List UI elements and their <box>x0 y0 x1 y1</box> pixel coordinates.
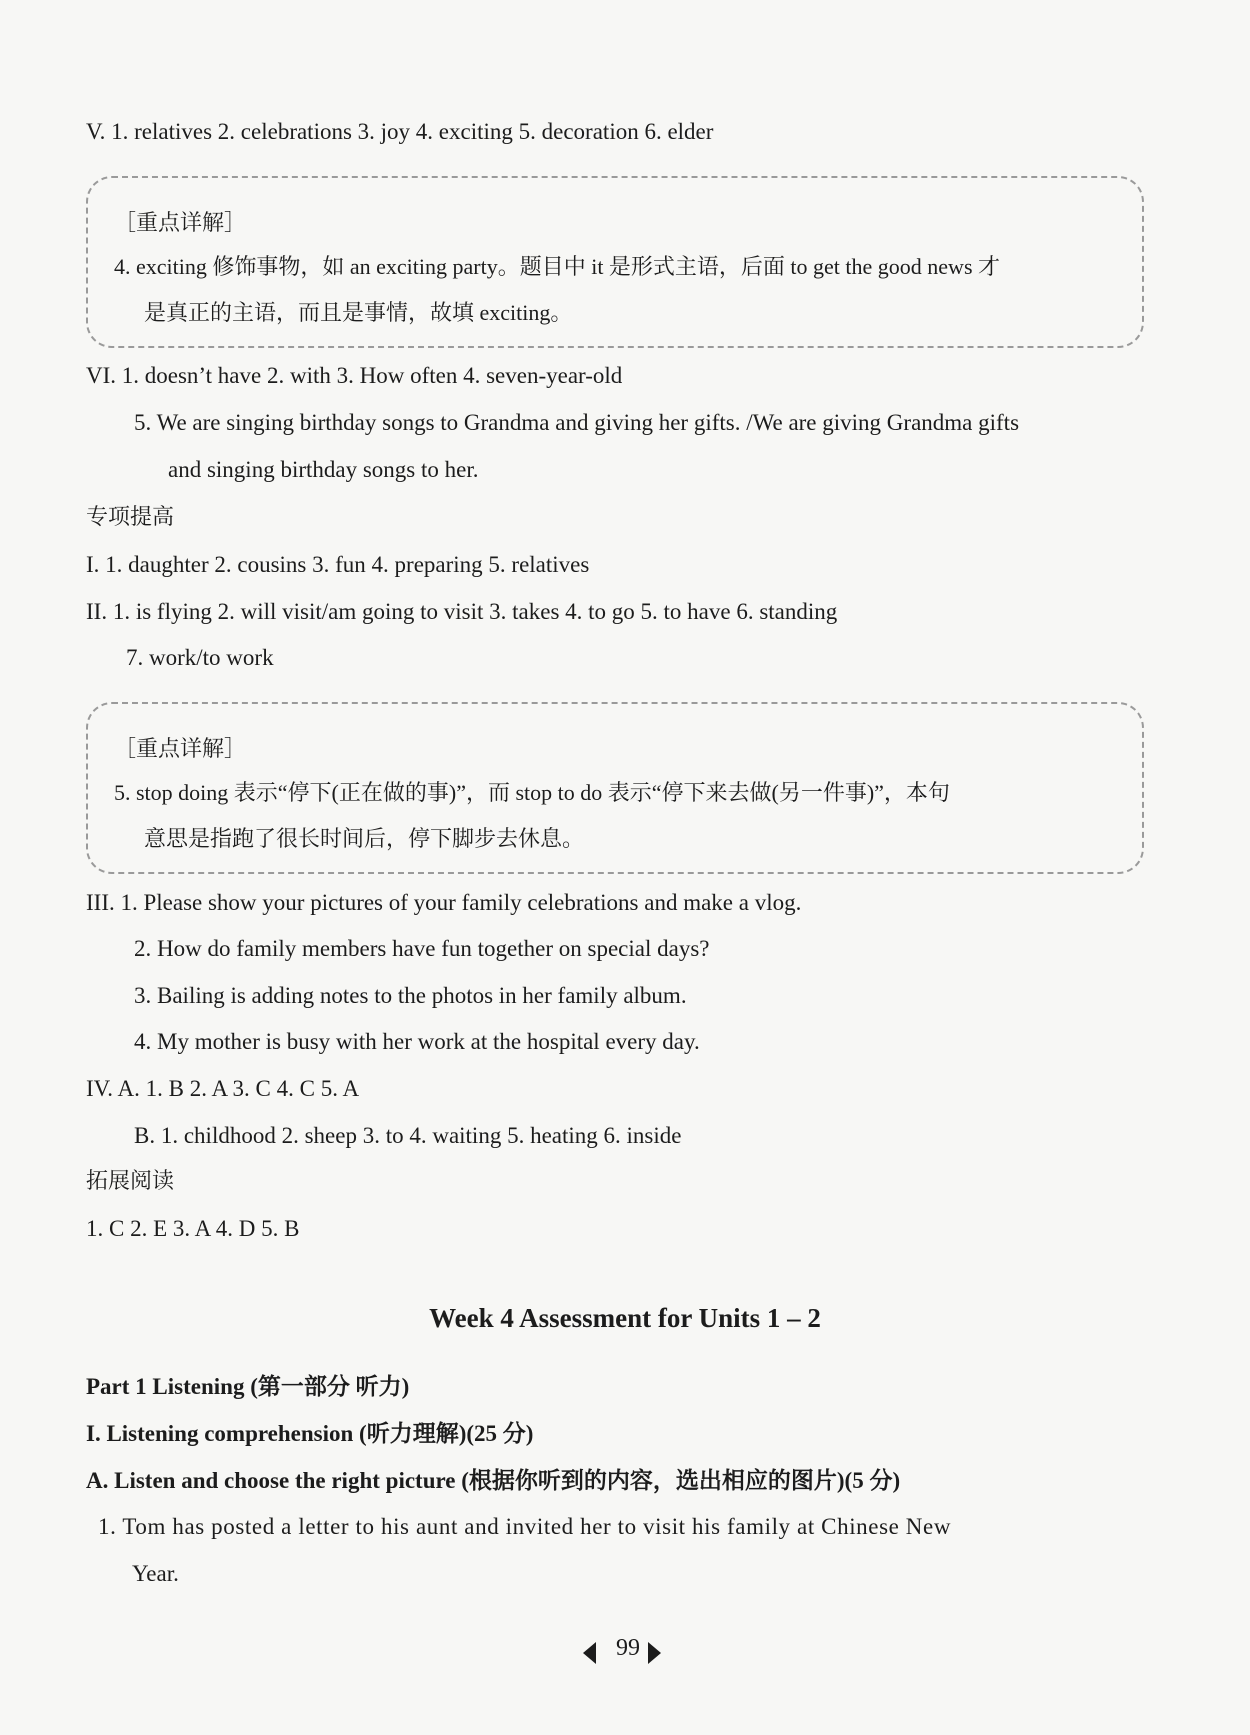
answers-iii-4: 4. My mother is busy with her work at the hospital every day. <box>134 1029 700 1054</box>
answers-vi-5a: 5. We are singing birthday songs to Grandma and giving her gifts. /We are giving Grandma gifts <box>134 410 1020 435</box>
answers-i: I. 1. daughter 2. cousins 3. fun 4. preparing 5. relatives <box>86 552 590 577</box>
answers-ii: II. 1. is flying 2. will visit/am going to visit 3. takes 4. to go 5. to have 6. standing <box>86 599 838 624</box>
section-tuozhan: 拓展阅读 <box>86 1169 175 1194</box>
answers-v: V. 1. relatives 2. celebrations 3. joy 4. exciting 5. decoration 6. elder <box>86 119 714 144</box>
question-1-line-2: Year. <box>132 1561 179 1586</box>
question-1-line-1: 1. Tom has posted a letter to his aunt and invited her to visit his family at Chinese New <box>98 1514 952 1539</box>
week-title: Week 4 Assessment for Units 1 – 2 <box>429 1303 821 1333</box>
answers-iii-2: 2. How do family members have fun together on special days? <box>134 936 710 961</box>
answers-iv-b: B. 1. childhood 2. sheep 3. to 4. waiting 5. heating 6. inside <box>134 1123 682 1148</box>
page-number: 99 <box>616 1635 640 1661</box>
answers-tuozhan: 1. C 2. E 3. A 4. D 5. B <box>86 1216 300 1241</box>
box-1-line-2: 是真正的主语，而且是事情，故填 exciting。 <box>144 300 573 325</box>
box-2-line-2: 意思是指跑了很长时间后，停下脚步去休息。 <box>144 826 585 851</box>
part-1-heading: Part 1 Listening (第一部分 听力) <box>86 1374 410 1399</box>
box-2-line-1: 5. stop doing 表示“停下(正在做的事)”，而 stop to do 表示“停下来去做(另一件事)”，本句 <box>114 780 950 805</box>
box-1-line-1: 4. exciting 修饰事物，如 an exciting party。题目中 it 是形式主语，后面 to get the good news 才 <box>114 254 1001 279</box>
answers-ii-7: 7. work/to work <box>126 645 274 670</box>
section-a-heading: A. Listen and choose the right picture (根据你听到的内容，选出相应的图片)(5 分) <box>86 1468 901 1493</box>
answers-vi-5b: and singing birthday songs to her. <box>168 457 479 482</box>
answers-iii-3: 3. Bailing is adding notes to the photos in her family album. <box>134 983 687 1008</box>
section-i-heading: I. Listening comprehension (听力理解)(25 分) <box>86 1421 534 1446</box>
box-2-title: ［重点详解］ <box>114 737 247 762</box>
answers-vi-1: VI. 1. doesn’t have 2. with 3. How often 4. seven-year-old <box>86 363 623 388</box>
key-explanation-box-1 <box>86 176 1144 348</box>
key-explanation-box-2 <box>86 702 1144 874</box>
answers-iv-a: IV. A. 1. B 2. A 3. C 4. C 5. A <box>86 1076 360 1101</box>
section-zhuanxiang: 专项提高 <box>86 505 175 530</box>
box-1-title: ［重点详解］ <box>114 211 247 236</box>
next-page-icon <box>648 1642 661 1664</box>
answers-iii-1: III. 1. Please show your pictures of your family celebrations and make a vlog. <box>86 890 802 915</box>
